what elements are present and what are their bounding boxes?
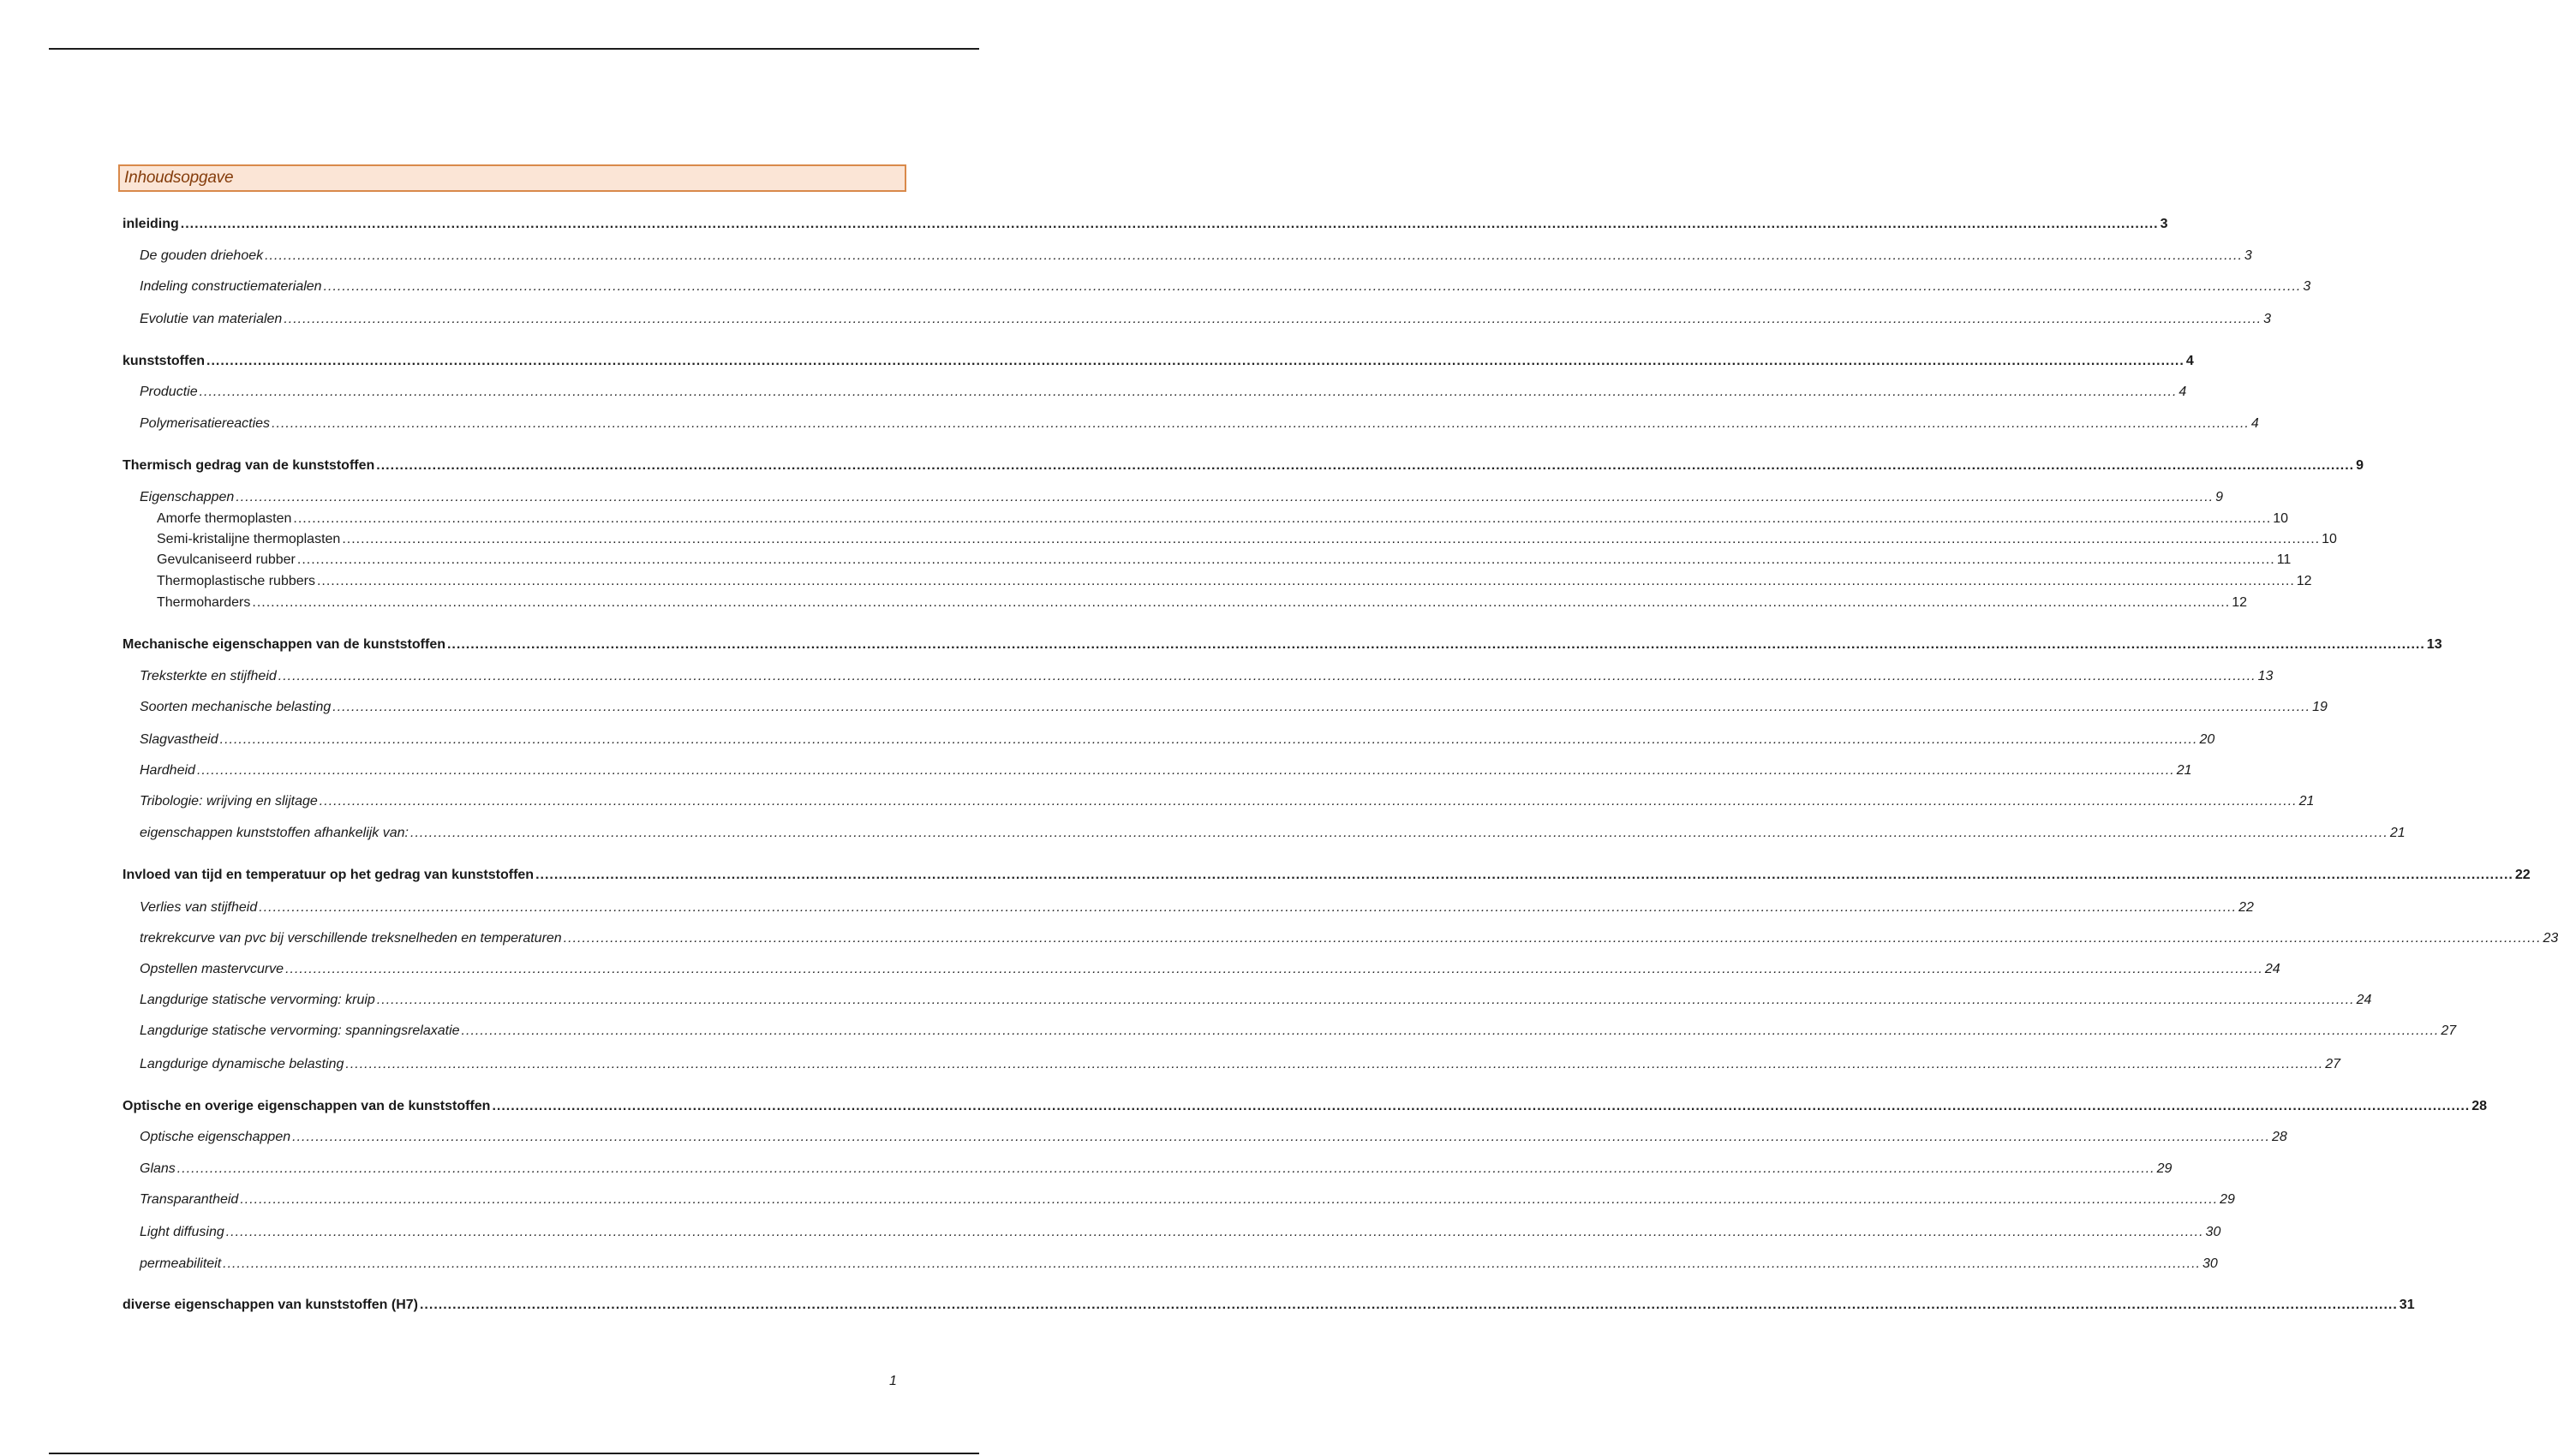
toc-entry-page: 12 <box>2296 574 2312 588</box>
toc-entry-title: De gouden driehoek <box>140 248 264 263</box>
toc-entry-title: Thermoplastische rubbers <box>157 574 315 588</box>
toc-entry-title: Langdurige statische vervorming: kruip <box>140 993 375 1007</box>
header-rule <box>49 48 979 50</box>
toc-leader: ........................................................................................................................................................................................................................................................................................................................................................................................................................................ <box>225 1225 2204 1239</box>
toc-entry-page: 10 <box>2322 532 2337 546</box>
toc-heading: Inhoudsopgave <box>124 169 234 187</box>
toc-entry-page: 21 <box>2389 826 2406 840</box>
toc-leader: ........................................................................................................................................................................................................................................................................................................................................................................................................................................ <box>278 669 2256 683</box>
toc-entry-page: 28 <box>2271 1130 2287 1144</box>
toc-entry-page: 22 <box>2238 900 2254 915</box>
toc-entry-permeabiliteit[interactable] <box>140 1256 2218 1273</box>
toc-entry-spanningsrelaxatie[interactable] <box>140 1023 2457 1040</box>
toc-leader: ........................................................................................................................................................................................................................................................................................................................................................................................................................................ <box>332 700 2311 714</box>
toc-leader: ........................................................................................................................................................................................................................................................................................................................................................................................................................................ <box>284 312 2262 326</box>
toc-leader: ........................................................................................................................................................................................................................................................................................................................................................................................................................................ <box>176 1161 2155 1176</box>
toc-entry-page: 3 <box>2303 279 2311 294</box>
toc-leader: ........................................................................................................................................................................................................................................................................................................................................................................................................................................ <box>236 490 2214 504</box>
toc-entry-title: Productie <box>140 385 198 399</box>
toc-heading-box <box>118 164 906 192</box>
toc-entry-title: Treksterkte en stijfheid <box>140 669 277 683</box>
toc-entry-page: 19 <box>2312 700 2328 714</box>
toc-entry-thermoharders[interactable] <box>157 594 2247 612</box>
toc-leader: ........................................................................................................................................................................................................................................................................................................................................................................................................................................ <box>446 637 2425 652</box>
toc-entry-evolutie-van-materialen[interactable] <box>140 311 2272 328</box>
toc-entry-title: inleiding <box>123 217 179 231</box>
toc-entry-diverse-eigenschappen[interactable] <box>123 1297 2415 1314</box>
toc-entry-page: 29 <box>2220 1192 2235 1207</box>
toc-leader: ........................................................................................................................................................................................................................................................................................................................................................................................................................................ <box>259 900 2238 915</box>
toc-entry-tribologie[interactable] <box>140 793 2315 810</box>
toc-entry-eigenschappen[interactable] <box>140 489 2224 506</box>
toc-entry-title: Langdurige statische vervorming: spanningsrelaxatie <box>140 1023 460 1038</box>
toc-entry-page: 30 <box>2202 1256 2218 1271</box>
toc-entry-invloed-tijd-temperatuur[interactable] <box>123 867 2531 884</box>
toc-entry-title: Gevulcaniseerd rubber <box>157 552 296 567</box>
toc-entry-page: 13 <box>2426 637 2442 652</box>
toc-entry-glans[interactable] <box>140 1161 2173 1178</box>
toc-entry-title: Evolutie van materialen <box>140 312 283 326</box>
toc-leader: ........................................................................................................................................................................................................................................................................................................................................................................................................................................ <box>492 1099 2471 1113</box>
toc-entry-de-gouden-driehoek[interactable] <box>140 248 2252 265</box>
toc-entry-eigenschappen-afhankelijk[interactable] <box>140 825 2406 842</box>
toc-entry-transparantheid[interactable] <box>140 1191 2235 1208</box>
toc-leader: ........................................................................................................................................................................................................................................................................................................................................................................................................................................ <box>206 354 2184 368</box>
toc-entry-page: 24 <box>2264 962 2280 976</box>
toc-leader: ........................................................................................................................................................................................................................................................................................................................................................................................................................................ <box>240 1192 2219 1207</box>
toc-entry-title: trekrekcurve van pvc bij verschillende treksnelheden en temperaturen <box>140 931 562 946</box>
toc-entry-title: Soorten mechanische belasting <box>140 700 332 714</box>
toc-leader: ........................................................................................................................................................................................................................................................................................................................................................................................................................................ <box>196 763 2175 778</box>
toc-entry-hardheid[interactable] <box>140 762 2192 779</box>
toc-entry-title: Verlies van stijfheid <box>140 900 258 915</box>
toc-leader: ........................................................................................................................................................................................................................................................................................................................................................................................................................................ <box>285 962 2263 976</box>
toc-leader: ........................................................................................................................................................................................................................................................................................................................................................................................................................................ <box>563 931 2542 946</box>
toc-entry-treksterkte-en-stijfheid[interactable] <box>140 668 2274 685</box>
toc-entry-title: Mechanische eigenschappen van de kunststoffen <box>123 637 445 652</box>
toc-entry-title: Light diffusing <box>140 1225 224 1239</box>
toc-leader: ........................................................................................................................................................................................................................................................................................................................................................................................................................................ <box>265 248 2243 263</box>
toc-entry-title: Hardheid <box>140 763 195 778</box>
toc-entry-gevulcaniseerd-rubber[interactable] <box>157 552 2292 569</box>
toc-entry-polymerisatiereacties[interactable] <box>140 415 2259 433</box>
toc-entry-thermoplastische-rubbers[interactable] <box>157 573 2312 590</box>
toc-leader: ........................................................................................................................................................................................................................................................................................................................................................................................................................................ <box>323 279 2302 294</box>
toc-entry-page: 3 <box>2160 217 2168 231</box>
toc-leader: ........................................................................................................................................................................................................................................................................................................................................................................................................................................ <box>342 532 2321 546</box>
toc-entry-page: 12 <box>2232 595 2247 610</box>
toc-entry-page: 11 <box>2276 552 2292 567</box>
toc-entry-page: 21 <box>2298 794 2315 809</box>
toc-entry-title: Optische en overige eigenschappen van de kunststoffen <box>123 1099 491 1113</box>
toc-entry-title: diverse eigenschappen van kunststoffen (H7) <box>123 1298 418 1312</box>
toc-entry-page: 10 <box>2273 511 2289 526</box>
toc-entry-page: 4 <box>2185 354 2194 368</box>
toc-entry-page: 13 <box>2257 669 2274 683</box>
toc-entry-langdurige-dynamische-belasting[interactable] <box>140 1056 2340 1073</box>
toc-leader: ........................................................................................................................................................................................................................................................................................................................................................................................................................................ <box>293 511 2272 526</box>
toc-entry-page: 22 <box>2514 868 2531 882</box>
toc-entry-kruip[interactable] <box>140 992 2372 1009</box>
toc-entry-indeling-constructiematerialen[interactable] <box>140 278 2311 295</box>
toc-entry-soorten-mechanische-belasting[interactable] <box>140 699 2328 716</box>
toc-entry-page: 24 <box>2356 993 2372 1007</box>
toc-entry-title: Slagvastheid <box>140 732 218 747</box>
toc-entry-title: Tribologie: wrijving en slijtage <box>140 794 318 809</box>
toc-entry-productie[interactable] <box>140 384 2187 401</box>
toc-entry-slagvastheid[interactable] <box>140 731 2215 749</box>
toc-leader: ........................................................................................................................................................................................................................................................................................................................................................................................................................................ <box>223 1256 2201 1271</box>
toc-entry-page: 20 <box>2199 732 2215 747</box>
toc-entry-inleiding[interactable] <box>123 216 2168 233</box>
toc-leader: ........................................................................................................................................................................................................................................................................................................................................................................................................................................ <box>376 993 2355 1007</box>
toc-leader: ........................................................................................................................................................................................................................................................................................................................................................................................................................................ <box>461 1023 2440 1038</box>
toc-entry-opstellen-mastervcurve[interactable] <box>140 961 2280 978</box>
toc-entry-title: Thermoharders <box>157 595 251 610</box>
toc-entry-title: Opstellen mastervcurve <box>140 962 284 976</box>
toc-leader: ........................................................................................................................................................................................................................................................................................................................................................................................................................................ <box>199 385 2178 399</box>
toc-entry-trekrekcurve-pvc[interactable] <box>140 930 2558 947</box>
toc-entry-page: 28 <box>2471 1099 2488 1113</box>
toc-entry-semi-kristalijne-thermoplasten[interactable] <box>157 531 2337 548</box>
toc-entry-kunststoffen[interactable] <box>123 353 2194 370</box>
toc-entry-title: kunststoffen <box>123 354 205 368</box>
toc-entry-verlies-van-stijfheid[interactable] <box>140 899 2254 916</box>
toc-entry-title: Optische eigenschappen <box>140 1130 291 1144</box>
toc-entry-page: 3 <box>2244 248 2252 263</box>
toc-leader: ........................................................................................................................................................................................................................................................................................................................................................................................................................................ <box>252 595 2231 610</box>
toc-leader: ........................................................................................................................................................................................................................................................................................................................................................................................................................................ <box>319 794 2298 809</box>
toc-entry-optische-en-overige[interactable] <box>123 1098 2488 1115</box>
toc-entry-title: permeabiliteit <box>140 1256 222 1271</box>
toc-entry-page: 31 <box>2399 1298 2415 1312</box>
toc-entry-optische-eigenschappen[interactable] <box>140 1129 2287 1146</box>
toc-entry-title: Indeling constructiematerialen <box>140 279 322 294</box>
footer-rule <box>49 1453 979 1454</box>
toc-leader: ........................................................................................................................................................................................................................................................................................................................................................................................................................................ <box>316 574 2295 588</box>
toc-entry-page: 4 <box>2178 385 2187 399</box>
toc-entry-thermisch-gedrag[interactable] <box>123 457 2364 474</box>
toc-leader: ........................................................................................................................................................................................................................................................................................................................................................................................................................................ <box>376 458 2355 473</box>
toc-entry-page: 29 <box>2156 1161 2173 1176</box>
toc-entry-page: 30 <box>2205 1225 2221 1239</box>
toc-entry-page: 3 <box>2263 312 2272 326</box>
toc-entry-title: Amorfe thermoplasten <box>157 511 292 526</box>
toc-leader: ........................................................................................................................................................................................................................................................................................................................................................................................................................................ <box>272 416 2250 431</box>
toc-entry-page: 27 <box>2325 1057 2340 1071</box>
toc-leader: ........................................................................................................................................................................................................................................................................................................................................................................................................................................ <box>345 1057 2324 1071</box>
toc-leader: ........................................................................................................................................................................................................................................................................................................................................................................................................................................ <box>410 826 2388 840</box>
toc-entry-light-diffusing[interactable] <box>140 1224 2221 1241</box>
toc-entry-page: 9 <box>2356 458 2364 473</box>
toc-entry-title: Semi-kristalijne thermoplasten <box>157 532 341 546</box>
toc-leader: ........................................................................................................................................................................................................................................................................................................................................................................................................................................ <box>419 1298 2398 1312</box>
toc-entry-title: Transparantheid <box>140 1192 239 1207</box>
toc-entry-amorfe-thermoplasten[interactable] <box>157 510 2289 528</box>
toc-leader: ........................................................................................................................................................................................................................................................................................................................................................................................................................................ <box>180 217 2159 231</box>
toc-entry-title: Eigenschappen <box>140 490 235 504</box>
toc-leader: ........................................................................................................................................................................................................................................................................................................................................................................................................................................ <box>292 1130 2270 1144</box>
toc-entry-page: 4 <box>2250 416 2259 431</box>
toc-entry-mechanische-eigenschappen[interactable] <box>123 636 2442 653</box>
toc-entry-title: Invloed van tijd en temperatuur op het gedrag van kunststoffen <box>123 868 535 882</box>
toc-entry-page: 27 <box>2441 1023 2457 1038</box>
toc-entry-title: eigenschappen kunststoffen afhankelijk van: <box>140 826 409 840</box>
toc-leader: ........................................................................................................................................................................................................................................................................................................................................................................................................................................ <box>535 868 2513 882</box>
toc-leader: ........................................................................................................................................................................................................................................................................................................................................................................................................................................ <box>296 552 2275 567</box>
toc-entry-title: Glans <box>140 1161 176 1176</box>
toc-entry-title: Polymerisatiereacties <box>140 416 271 431</box>
toc-entry-title: Langdurige dynamische belasting <box>140 1057 344 1071</box>
toc-entry-page: 23 <box>2543 931 2558 946</box>
page-number: 1 <box>889 1374 897 1388</box>
toc-entry-page: 9 <box>2215 490 2224 504</box>
toc-entry-page: 21 <box>2176 763 2192 778</box>
toc-leader: ........................................................................................................................................................................................................................................................................................................................................................................................................................................ <box>219 732 2198 747</box>
toc-entry-title: Thermisch gedrag van de kunststoffen <box>123 458 375 473</box>
